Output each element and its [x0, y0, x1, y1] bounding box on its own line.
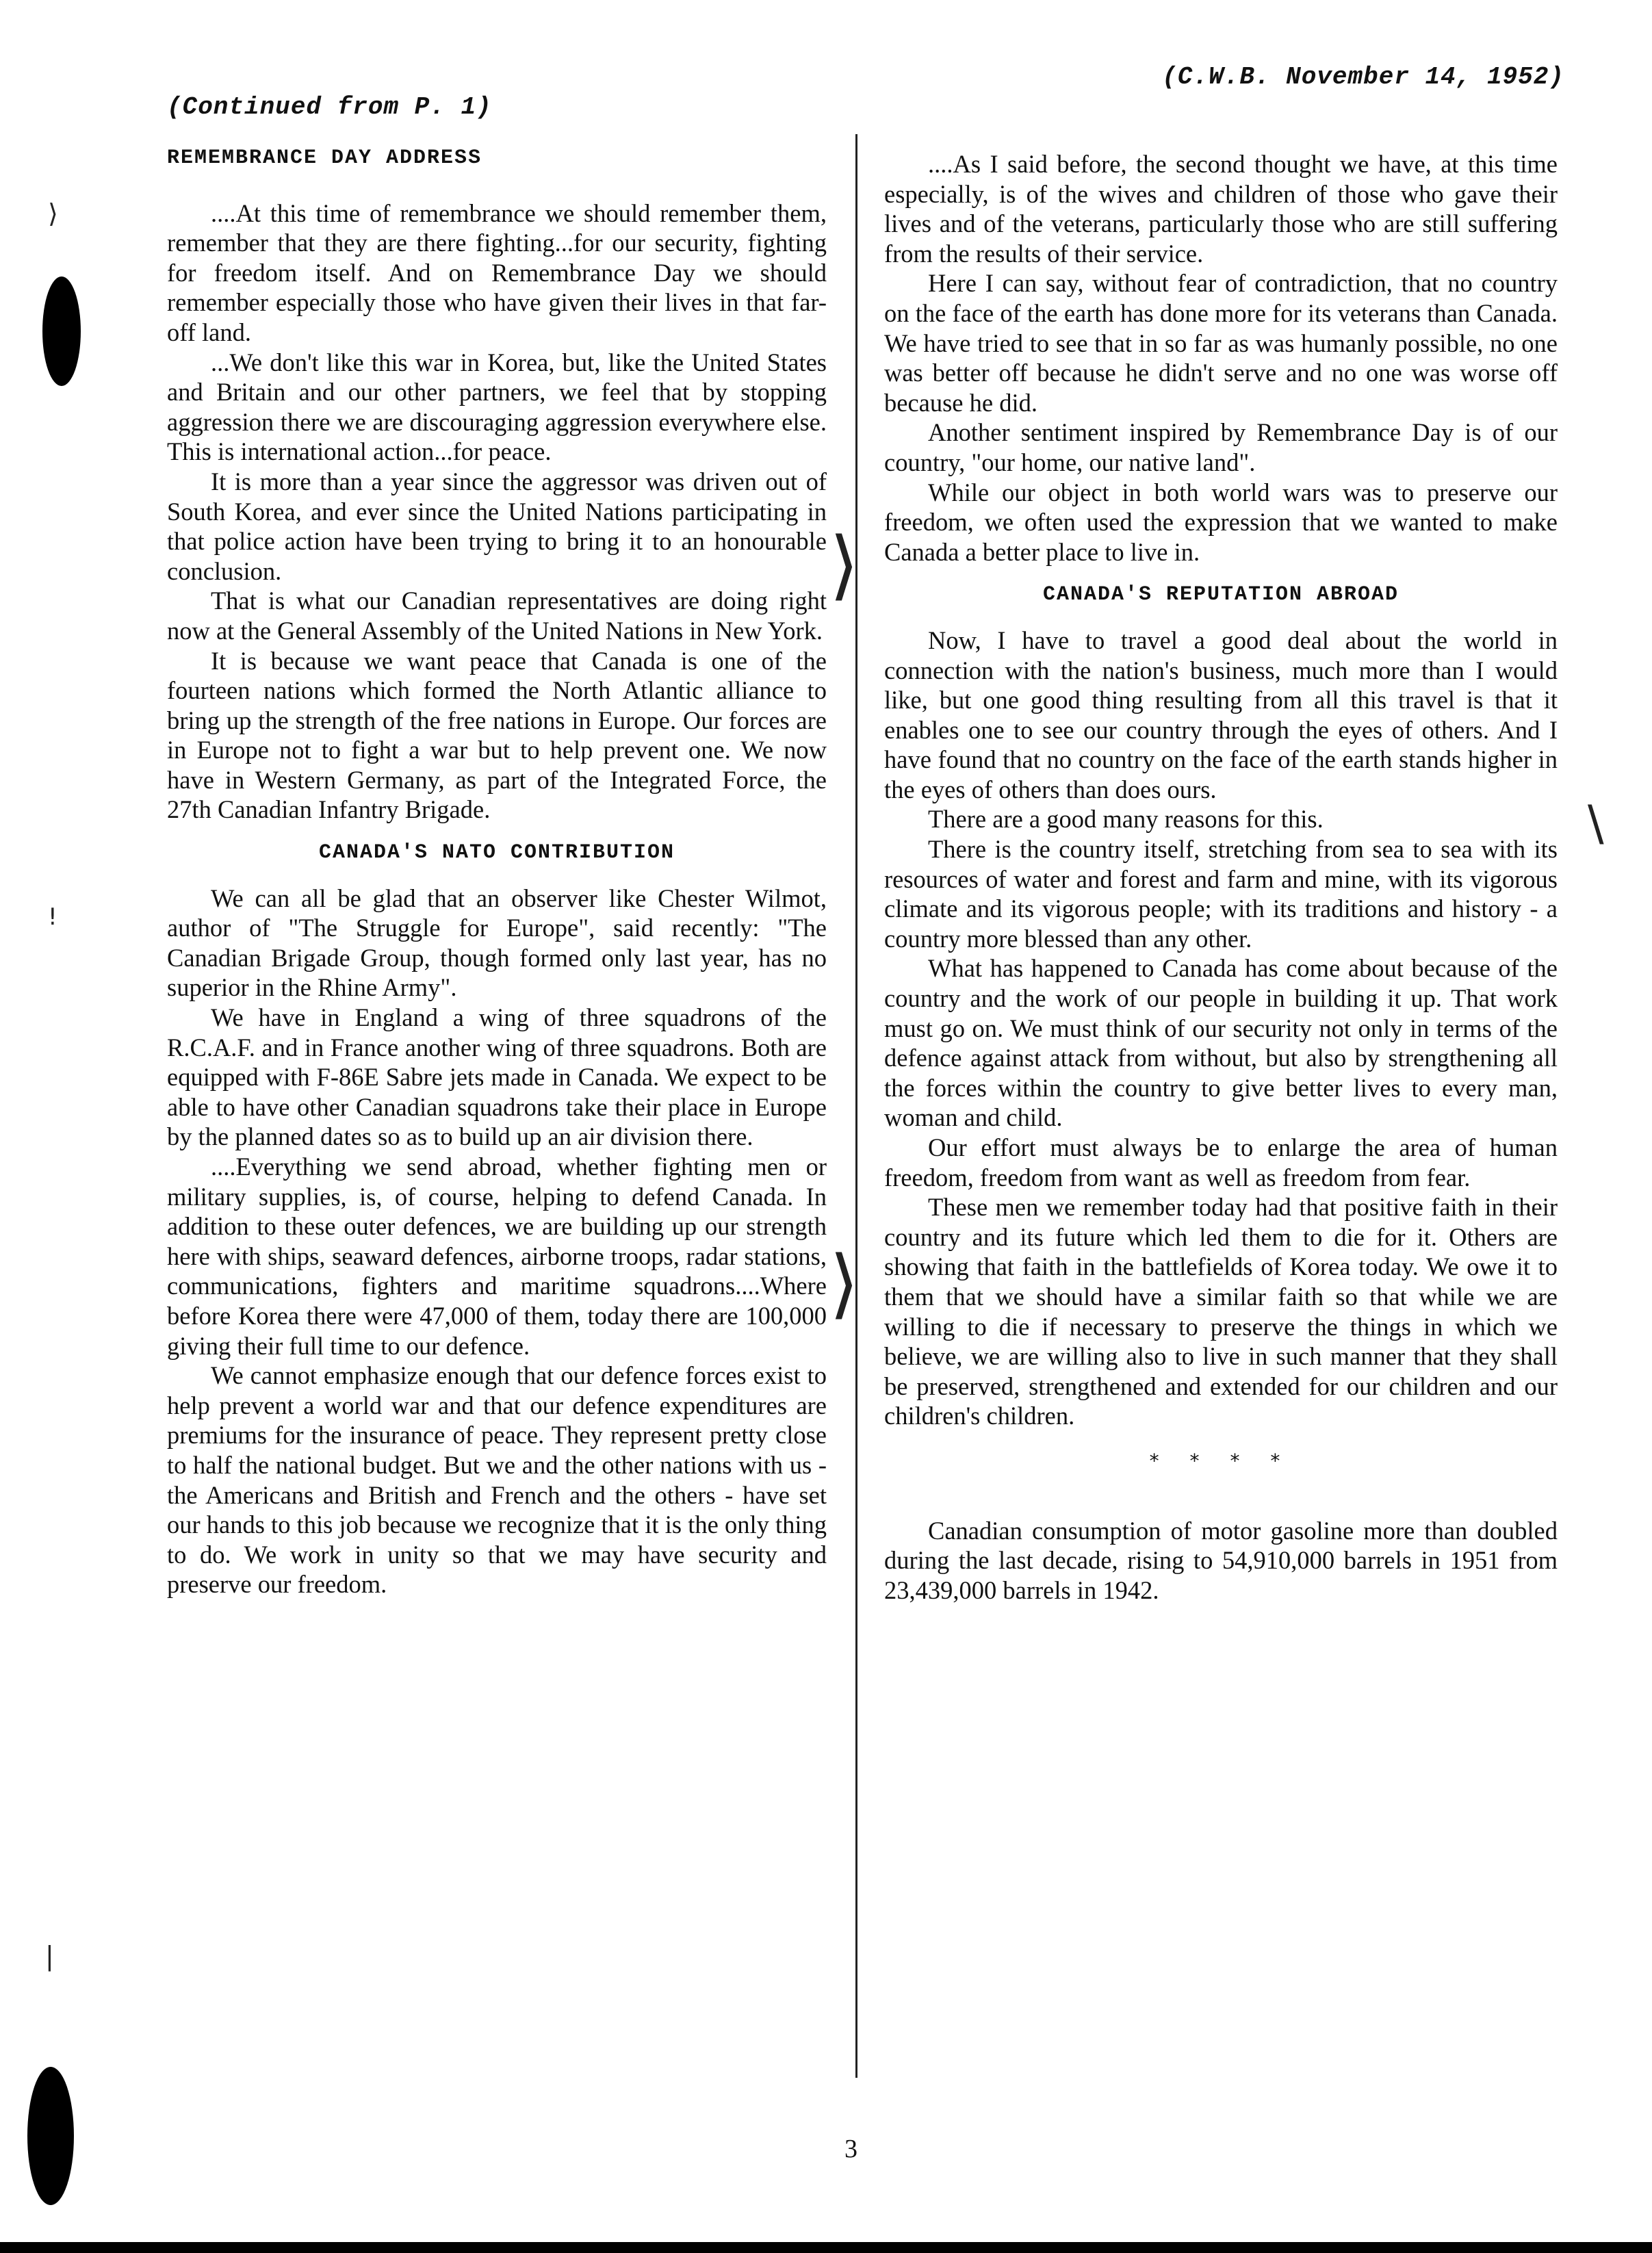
paragraph: What has happened to Canada has come about because of the country and the work of our people in building it up. That work must go on. We must think of our security not only in terms of the defence against attack from without, but also by strengthening all the forces within the country to give better lives to every man, woman and child. [884, 954, 1558, 1132]
paragraph: We can all be glad that an observer like Chester Wilmot, author of "The Struggle for Europe", said recently: "The Canadian Brigade Group, though formed only last year, has no superior in the Rhine Army". [167, 884, 827, 1002]
paragraph: There is the country itself, stretching from sea to sea with its resources of water and forest and farm and mine, with its vigorous climate and its vigorous people; with its traditions and history - a country more blessed than any other. [884, 835, 1558, 953]
paragraph: ....Everything we send abroad, whether fighting men or military supplies, is, of course, helping to defend Canada. In addition to these outer defences, we are building up our strength here with ships, seaward defences, airborne troops, radar stations, communications, fighters and maritime squadrons....Where before Korea there were 47,000 of them, today there are 100,000 giving their full time to our defence. [167, 1153, 827, 1360]
section-heading-reputation: CANADA'S REPUTATION ABROAD [1042, 583, 1399, 607]
paragraph: We cannot emphasize enough that our defence forces exist to help prevent a world war and that our defence expenditures are premiums for the insurance of peace. They represent pretty close to half the national budget. But we and the other nations with us - the Americans and British and French and the others - have set our hands to this job because we recognize that it is the only thing to do. We work in unity so that we may have security and preserve our freedom. [167, 1361, 827, 1599]
paragraph: ....At this time of remembrance we should remember them, remember that they are there fighting...for our security, fighting for freedom itself. And on Remembrance Day we should remember especially those who have given their lives in that far-off land. [167, 198, 827, 346]
punch-hole-top [42, 276, 81, 386]
right-column [884, 149, 1558, 1605]
margin-mark: ⟩ [829, 1239, 859, 1327]
continuation-note: (Continued from P. 1) [167, 93, 492, 121]
paragraph: Another sentiment inspired by Remembrance Day is of our country, "our home, our native land". [884, 418, 1558, 476]
margin-mark: ! [48, 903, 57, 931]
paragraph: It is because we want peace that Canada is one of the fourteen nations which formed the North Atlantic alliance to bring up the strength of the free nations in Europe. Our forces are in Europe not to fight a war but to help prevent one. We now have in Western Germany, as part of the Integrated Force, the 27th Canadian Infantry Brigade. [167, 646, 827, 824]
section-heading-remembrance: REMEMBRANCE DAY ADDRESS [167, 146, 482, 170]
page-number: 3 [844, 2135, 857, 2163]
left-column [167, 144, 827, 1599]
paragraph: We have in England a wing of three squadrons of the R.C.A.F. and in France another wing of three squadrons. Both are equipped with F-86E Sabre jets made in Canada. We expect to be able to have other Canadian squadrons take their place in Europe by the planned dates so as to build up an air division there. [167, 1003, 827, 1151]
paragraph: ....As I said before, the second thought we have, at this time especially, is of the wives and children of those who gave their lives and of the veterans, particularly those who are still suffering from the results of their service. [884, 150, 1558, 268]
paragraph: There are a good many reasons for this. [928, 805, 1324, 834]
column-divider [855, 134, 857, 2078]
paragraph: These men we remember today had that positive faith in their country and its future which led them to die for it. Others are showing that faith in the battlefields of Korea today. We owe it to them that we should have a similar faith so that while we are willing to die if necessary to preserve the things in which we believe, we are willing also to live in such manner that they shall be preserved, strengthened and extended for our children and our children's children. [884, 1193, 1558, 1430]
margin-mark: ⟩ [48, 198, 58, 229]
scan-edge [0, 2242, 1652, 2253]
section-heading-nato: CANADA'S NATO CONTRIBUTION [318, 841, 675, 865]
paragraph: Canadian consumption of motor gasoline more than doubled during the last decade, rising to 54,910,000 barrels in 1951 from 23,439,000 barrels in 1942. [884, 1516, 1558, 1604]
bulletin-reference: (C.W.B. November 14, 1952) [1162, 63, 1564, 91]
section-separator: * * * * [1149, 1449, 1293, 1472]
paragraph: Here I can say, without fear of contradiction, that no country on the face of the earth has done more for its veterans than Canada. We have tried to see that in so far as was humanly possible, no one was better off because he didn't serve and no one was worse off because he did. [884, 269, 1558, 417]
paragraph: Now, I have to travel a good deal about the world in connection with the nation's business, much more than I would like, but one good thing resulting from all this travel is that it enables one to see our country through the eyes of others. And I have found that no country on the face of the earth stands higher in the eyes of others than does ours. [884, 626, 1558, 803]
paragraph: That is what our Canadian representatives are doing right now at the General Assembly of the United Nations in New York. [167, 587, 827, 645]
margin-mark: | [45, 1941, 54, 1971]
paragraph: It is more than a year since the aggressor was driven out of South Korea, and ever since the United Nations participating in that police action have been trying to bring it to an honourable conclusion. [167, 467, 827, 585]
paragraph: While our object in both world wars was to preserve our freedom, we often used the expression that we wanted to make Canada a better place to live in. [884, 478, 1558, 566]
paragraph: ...We don't like this war in Korea, but, like the United States and Britain and our other partners, we feel that by stopping aggression there we are discouraging aggression everywhere else. This is international action...for peace. [167, 348, 827, 466]
margin-mark: ⟩ [829, 521, 859, 608]
punch-hole-bottom [27, 2067, 74, 2205]
margin-mark: \ [1588, 795, 1604, 851]
paragraph: Our effort must always be to enlarge the area of human freedom, freedom from want as well as freedom from fear. [884, 1133, 1558, 1192]
